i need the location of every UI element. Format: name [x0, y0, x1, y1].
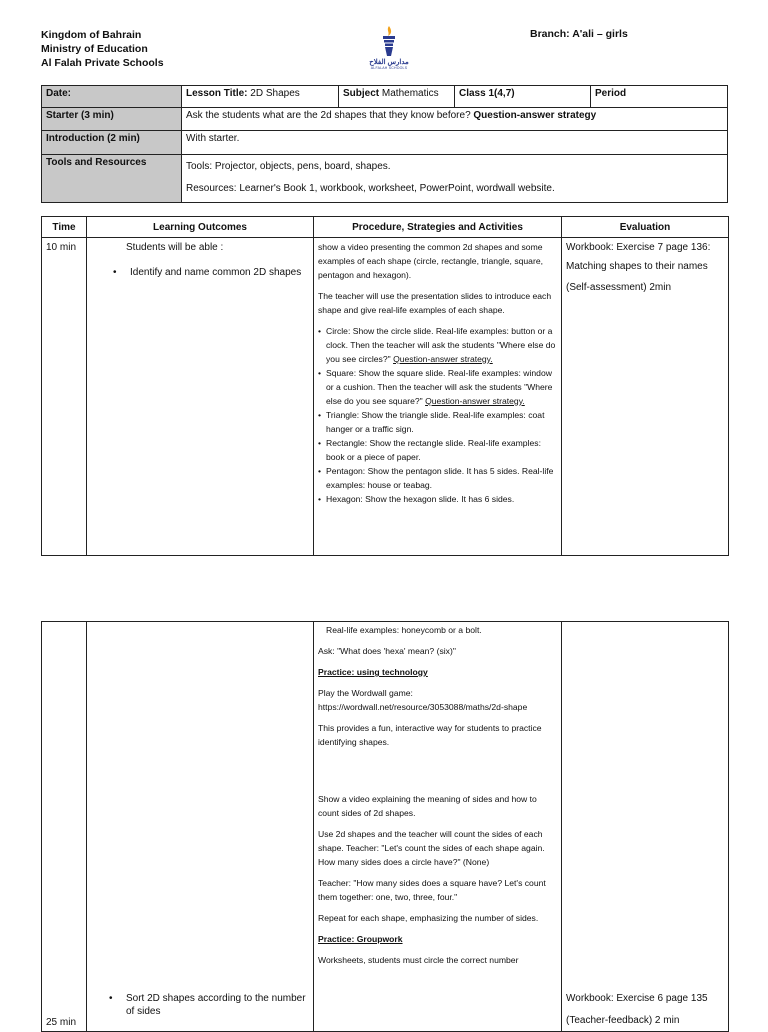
proc-video-intro: show a video presenting the common 2d shapes and some examples of each shape (circle, rectangle, triangle, square, pentagon and hexagon).: [318, 242, 543, 280]
branch-label: Branch: A'ali – girls: [530, 28, 628, 40]
starter-text: Ask the students what are the 2d shapes that they know before?: [186, 110, 474, 121]
eval-self-assessment: (Self-assessment) 2min: [566, 282, 672, 293]
square-strategy: Question-answer strategy.: [425, 396, 525, 406]
proc-ask-hexa: Ask: "What does 'hexa' mean? (six)": [318, 646, 456, 656]
starter-strategy: Question-answer strategy: [473, 110, 597, 121]
circle-strategy: Question-answer strategy.: [393, 354, 493, 364]
torch-icon: [366, 24, 412, 58]
logo-arabic-text: مدارس الفلاح: [369, 59, 409, 66]
proc-slides-intro: The teacher will use the presentation slides to introduce each shape and give real-life examples of each shape.: [318, 291, 552, 315]
col-header-time: Time: [42, 217, 87, 238]
row1-outcomes: [87, 238, 314, 556]
row2-time: [42, 622, 87, 1032]
header-school: Al Falah Private Schools: [41, 57, 164, 69]
eval-workbook-ex7: Workbook: Exercise 7 page 136: Matching shapes to their names: [566, 242, 711, 272]
header-kingdom: Kingdom of Bahrain: [41, 29, 142, 41]
col-header-procedure: Procedure, Strategies and Activities: [314, 217, 562, 238]
proc-bullet-square: [318, 366, 557, 408]
col-header-outcomes: Learning Outcomes: [87, 217, 314, 238]
lesson-title-label: Lesson Title:: [186, 88, 248, 99]
row1-procedure: [314, 238, 562, 556]
row2-time-text: 25 min: [46, 1017, 77, 1028]
period-cell: Period: [591, 86, 728, 108]
starter-cell: [182, 108, 728, 131]
school-header: [41, 28, 164, 70]
proc-bullet-hexagon: • Hexagon: Show the hexagon slide. It has 6 sides.: [318, 492, 557, 506]
subject-label: Subject: [343, 88, 380, 99]
class-cell: Class 1(4,7): [455, 86, 591, 108]
school-logo: [366, 24, 412, 72]
intro-label: Introduction (2 min): [42, 131, 182, 155]
proc-bullet-circle: [318, 324, 557, 366]
lesson-info-table: [41, 85, 728, 203]
eval-teacher-feedback: (Teacher-feedback) 2 min: [566, 1015, 680, 1026]
row2-outcomes: [87, 622, 314, 1032]
eval-workbook-ex6: Workbook: Exercise 6 page 135: [566, 993, 708, 1004]
row2-evaluation: [562, 622, 729, 1032]
lesson-title-cell: [182, 86, 339, 108]
lesson-title-value: 2D Shapes: [247, 88, 300, 99]
outcome-intro: Students will be able :: [126, 242, 224, 253]
proc-sides-video: Show a video explaining the meaning of sides and how to count sides of 2d shapes.: [318, 794, 537, 818]
col-header-evaluation: Evaluation: [562, 217, 729, 238]
lesson-plan-table-continued: [41, 621, 729, 1032]
starter-label: Starter (3 min): [42, 108, 182, 131]
proc-bullet-triangle: • Triangle: Show the triangle slide. Real-life examples: coat hanger or a traffic sign.: [318, 408, 557, 436]
row1-evaluation: [562, 238, 729, 556]
outcome-identify-shapes: • Identify and name common 2D shapes: [91, 266, 309, 279]
proc-heading-technology: Practice: using technology: [318, 667, 428, 677]
tools-text: Tools: Projector, objects, pens, board, shapes.: [186, 161, 391, 172]
resources-text: Resources: Learner's Book 1, workbook, worksheet, PowerPoint, wordwall website.: [186, 183, 555, 194]
proc-wordwall-link: Play the Wordwall game: https://wordwall.net/resource/3053088/maths/2d-shape: [318, 688, 528, 712]
proc-worksheets: Worksheets, students must circle the correct number: [318, 955, 519, 965]
proc-hexagon-examples: Real-life examples: honeycomb or a bolt.: [326, 625, 482, 635]
row2-procedure: [314, 622, 562, 1032]
proc-bullet-pentagon: • Pentagon: Show the pentagon slide. It has 5 sides. Real-life examples: house or teabag.: [318, 464, 557, 492]
circle-text: Circle: Show the circle slide. Real-life examples: button or a clock. Then the teacher will ask the students "Where else do you see circles?": [326, 326, 556, 364]
subject-value: Mathematics: [379, 88, 439, 99]
proc-square-sides: Teacher: "How many sides does a square have? Let's count them together: one, two, three, four.": [318, 878, 546, 902]
intro-text: With starter.: [182, 131, 728, 155]
proc-wordwall-note: This provides a fun, interactive way for students to practice identifying shapes.: [318, 723, 542, 747]
subject-cell: [339, 86, 455, 108]
row1-time: 10 min: [42, 238, 87, 556]
proc-bullet-rectangle: • Rectangle: Show the rectangle slide. Real-life examples: book or a piece of paper.: [318, 436, 557, 464]
proc-repeat: Repeat for each shape, emphasizing the number of sides.: [318, 913, 539, 923]
date-label: Date:: [42, 86, 182, 108]
proc-heading-groupwork: Practice: Groupwork: [318, 934, 403, 944]
tools-label: Tools and Resources: [42, 155, 182, 203]
outcome-sort-shapes: • Sort 2D shapes according to the number of sides: [87, 992, 312, 1018]
logo-english-text: ALFALAH SCHOOLS: [370, 66, 408, 70]
tools-cell: [182, 155, 728, 203]
row2-eval-block: [566, 988, 726, 1032]
header-ministry: Ministry of Education: [41, 43, 148, 55]
proc-count-sides: Use 2d shapes and the teacher will count the sides of each shape. Teacher: "Let's count the sides of each shape again. How many sides does a circle have?" (None): [318, 829, 545, 867]
lesson-plan-table: [41, 216, 729, 556]
square-text: Square: Show the square slide. Real-life examples: window or a cushion. Then the teacher will ask the students "Where else do you see square?": [326, 368, 553, 406]
